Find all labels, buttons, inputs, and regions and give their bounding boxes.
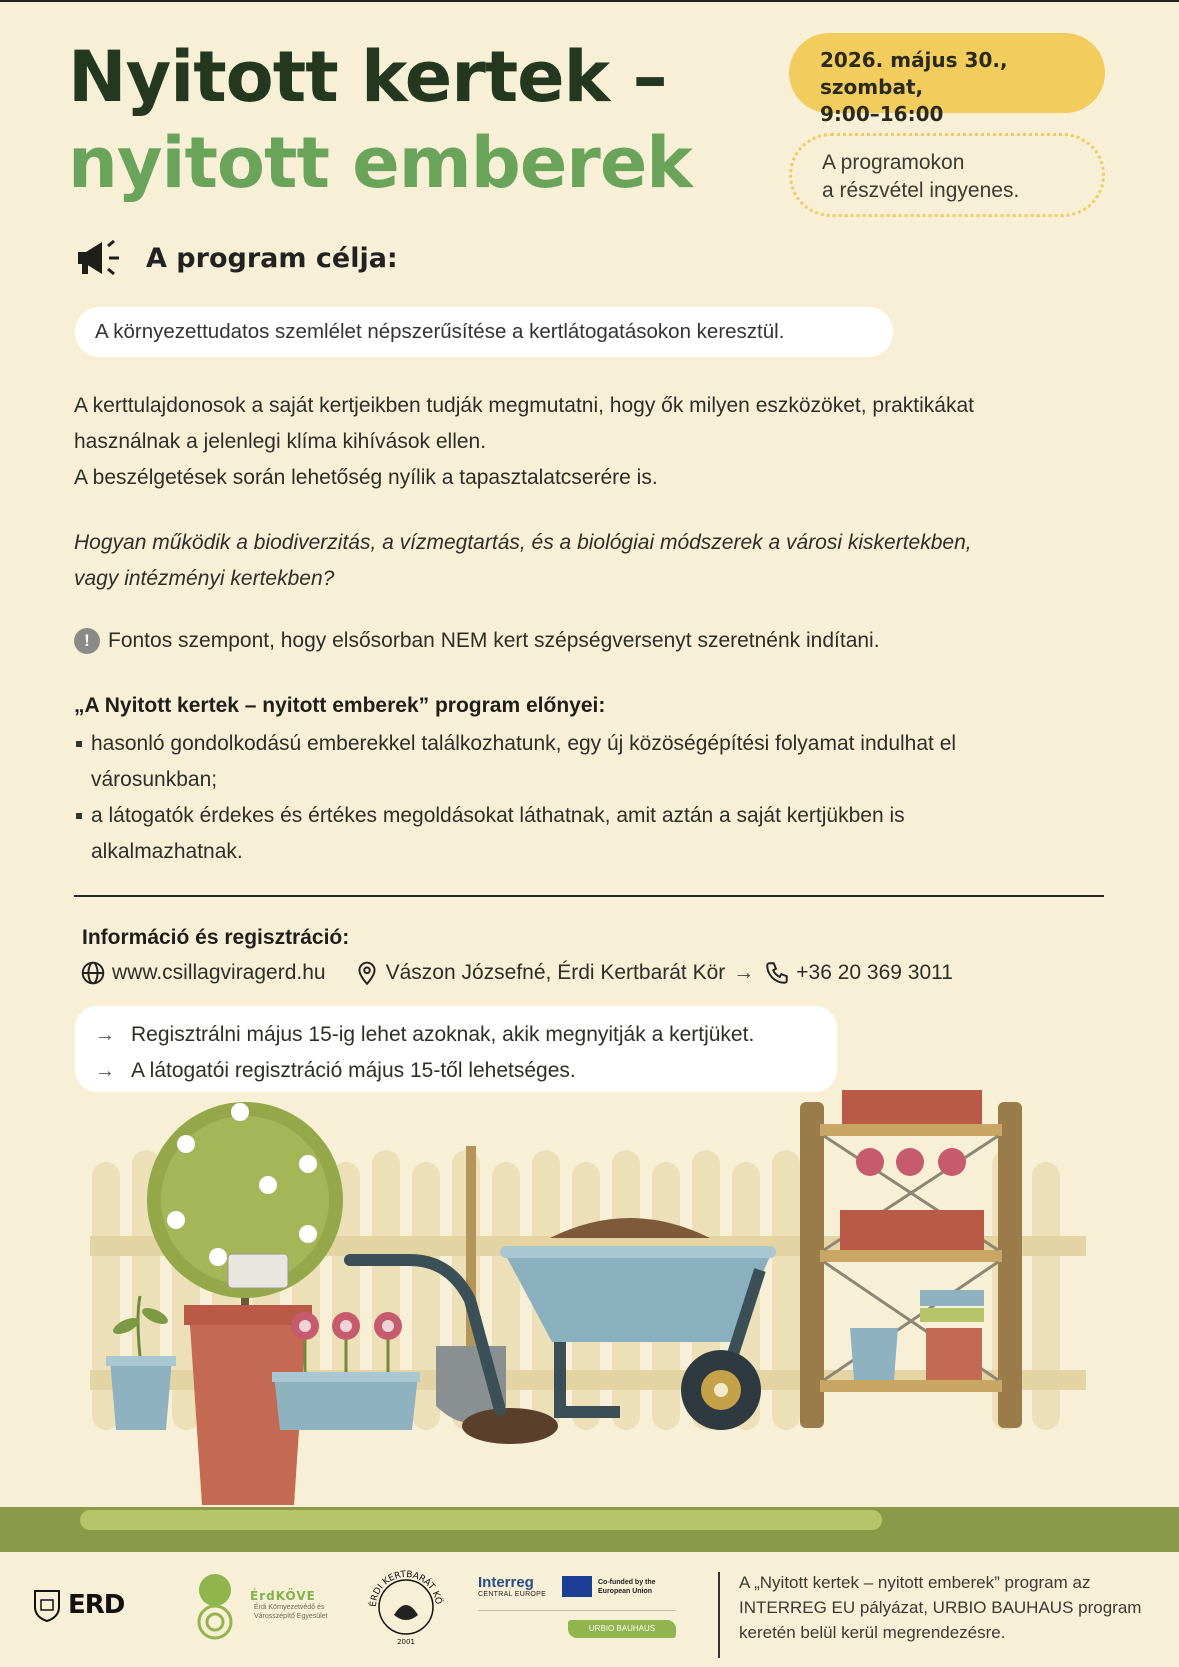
erd-logo-text: ERD: [68, 1590, 125, 1620]
intro-line-2: használnak a jelenlegi klíma kihívások ellen.: [74, 430, 487, 453]
benefits-title: „A Nyitott kertek – nyitott emberek” program előnyei:: [74, 694, 606, 717]
phone-icon: [764, 960, 790, 986]
benefit-2-line-2: alkalmazhatnak.: [91, 840, 243, 863]
erdkove-logo-text: ÉrdKÖVE: [250, 1589, 316, 1603]
list-item: [95, 1053, 837, 1089]
globe-icon: [80, 960, 106, 986]
free-entry-badge: [789, 133, 1105, 217]
phone-number[interactable]: +36 20 369 3011: [796, 961, 953, 984]
erdkove-logo: [180, 1570, 346, 1640]
interreg-logo: [478, 1574, 678, 1633]
intro-paragraph: [74, 388, 1114, 496]
interreg-logo-text: Interreg: [478, 1574, 534, 1591]
garden-illustration: [0, 1090, 1179, 1552]
important-note-text: Fontos szempont, hogy elsősorban NEM kert szépségversenyt szeretnénk indítani.: [108, 629, 880, 652]
benefits-list: [74, 726, 1094, 870]
kertbarat-kor-logo: [366, 1567, 446, 1652]
erdkove-tree-icon: [180, 1570, 250, 1640]
registration-visitors: A látogatói regisztráció május 15-től lehetséges.: [131, 1059, 576, 1082]
question-paragraph: [74, 525, 1114, 597]
question-line-2: vagy intézményi kertekben?: [74, 567, 335, 590]
free-entry-line-1: A programokon: [822, 151, 965, 174]
urbio-bauhaus-logo: URBIO BAUHAUS: [568, 1620, 676, 1638]
ground: [0, 1507, 1179, 1552]
list-item: [95, 1017, 837, 1053]
title-line-2: nyitott emberek: [68, 122, 692, 204]
goal-heading-row: [74, 236, 398, 280]
megaphone-icon: [74, 236, 124, 280]
arrow-right-icon: →: [95, 1024, 115, 1046]
kbk-logo-year: 2001: [397, 1638, 415, 1646]
arrow-right-icon: →: [95, 1060, 115, 1082]
arrow-right-icon: →: [733, 961, 755, 984]
footer-line-3: keretén belül kerül megrendezésre.: [739, 1623, 1006, 1642]
footer-line-2: INTERREG EU pályázat, URBIO BAUHAUS program: [739, 1598, 1142, 1617]
footer-line-1: A „Nyitott kertek – nyitott emberek” program az: [739, 1573, 1091, 1592]
registration-box: [75, 1006, 837, 1092]
section-divider: [74, 895, 1104, 897]
goal-statement: A környezettudatos szemlélet népszerűsítése a kertlátogatásokon keresztül.: [75, 307, 893, 357]
erdkove-logo-subtitle: Érdi Környezetvédő és Városszépítő Egyesület: [254, 1604, 328, 1620]
website-link[interactable]: www.csillagviragerd.hu: [112, 961, 326, 984]
event-date-badge: [789, 33, 1105, 126]
erd-logo: [32, 1588, 124, 1622]
free-entry-line-2: a részvétel ingyenes.: [822, 179, 1020, 202]
eu-flag-icon: [562, 1576, 592, 1597]
kbk-logo-text: ÉRDI KERTBARÁT KÖ: [368, 1569, 443, 1608]
eu-cofunded-text: Co-funded by the European Union: [598, 1579, 656, 1595]
title-line-1: Nyitott kertek –: [68, 36, 667, 118]
intro-line-1: A kerttulajdonosok a saját kertjeikben tudják megmutatni, hogy ők milyen eszközöket, praktikákat: [74, 394, 974, 417]
benefit-1-line-2: városunkban;: [91, 768, 218, 791]
list-item: [74, 798, 1094, 870]
info-title: Információ és regisztráció:: [82, 926, 350, 949]
registration-owners: Regisztrálni május 15-ig lehet azoknak, akik megnyitják a kertjüket.: [131, 1023, 755, 1046]
interreg-logo-subtitle: CENTRAL EUROPE: [478, 1591, 547, 1598]
exclamation-icon: !: [74, 628, 100, 654]
contact-person: Vászon Józsefné, Érdi Kertbarát Kör: [385, 961, 726, 984]
event-date: 2026. május 30., szombat,: [820, 48, 1008, 99]
benefit-2-line-1: a látogatók érdekes és értékes megoldásokat láthatnak, amit aztán a saját kertjükben is: [91, 804, 905, 827]
question-line-1: Hogyan működik a biodiverzitás, a vízmegtartás, és a biológiai módszerek a városi kiskertekben,: [74, 531, 972, 554]
footer-funding-note: [739, 1570, 1171, 1645]
map-pin-icon: [354, 960, 380, 986]
goal-heading: A program célja:: [146, 242, 398, 274]
event-time: 9:00–16:00: [820, 102, 944, 126]
footer-divider: [718, 1572, 720, 1658]
important-note: [74, 628, 880, 654]
list-item: [74, 726, 1094, 798]
page-title: [68, 34, 692, 206]
intro-line-3: A beszélgetések során lehetőség nyílik a tapasztalatcserére is.: [74, 466, 658, 489]
top-border: [0, 0, 1179, 2]
contact-row: [80, 960, 953, 986]
benefit-1-line-1: hasonló gondolkodású emberekkel találkozhatunk, egy új közöségépítési folyamat indulhat el: [91, 732, 957, 755]
erd-crest-icon: [32, 1588, 62, 1622]
